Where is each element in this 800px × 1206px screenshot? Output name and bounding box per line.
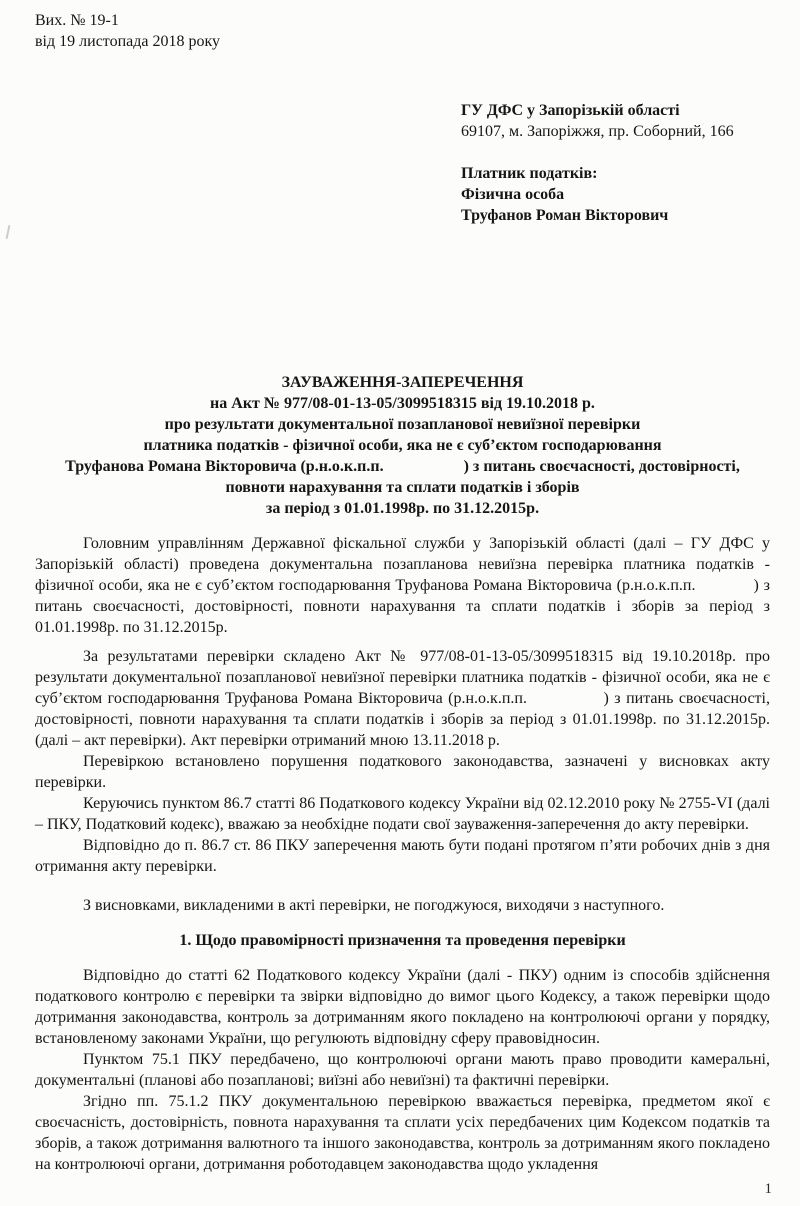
taxpayer-label: Платник податків:: [461, 165, 598, 182]
document-title-block: [35, 372, 770, 519]
outgoing-date: від 19 листопада 2018 року: [35, 33, 221, 50]
document-body: [35, 533, 778, 1175]
body-paragraph: Відповідно до п. 86.7 ст. 86 ПКУ заперечення мають бути подані протягом п’яти робочих днів з дня отримання акту перевірки.: [35, 837, 774, 875]
title-line-1: ЗАУВАЖЕННЯ-ЗАПЕРЕЧЕННЯ: [281, 374, 524, 391]
body-paragraph: За результатами перевірки складено Акт № 977/08-01-13-05/3099518315 від 19.10.2018р. про результати документальної позапланової невиїзної перевірки платника податків - фізичної особи, яка не є суб’єктом господарювання Труфанова Романа Вікторовича (р.н.о.к.п.п. ) з питань своєчасності, достовірності, повноти нарахування та сплати податків і зборів за період з 01.01.1998р. по 31.12.2015р. (далі – акт перевірки). Акт перевірки отриманий мною 13.11.2018 р.: [35, 648, 778, 749]
body-paragraph: З висновками, викладеними в акті перевірки, не погоджуюся, виходячи з наступного.: [83, 897, 665, 914]
title-line-3: про результати документальної позапланової невиїзної перевірки: [164, 416, 641, 433]
recipient-block: [461, 100, 770, 226]
taxpayer-name: Труфанов Роман Вікторович: [461, 207, 669, 224]
title-line-4: платника податків - фізичної особи, яка не є суб’єктом господарювання: [143, 437, 662, 454]
body-paragraph: Головним управлінням Державної фіскальної служби у Запорізькій області (далі – ГУ ДФС у Запорізькій області) проведена документальна позапланова невиїзна перевірка платника податків - фізичної особи, яка не є суб’єктом господарювання Труфанова Романа Вікторовича (р.н.о.к.п.п. ) з питань своєчасності, достовірності, повноти нарахування та сплати податків і зборів за період з 01.01.1998р. по 31.12.2015р.: [35, 535, 774, 636]
recipient-authority: ГУ ДФС у Запорізькій області: [461, 102, 680, 119]
scan-speck: [6, 225, 11, 239]
section-paragraph: Пунктом 75.1 ПКУ передбачено, що контролюючі органи мають право проводити камеральні, документальні (планові або позапланові; виїзні або невиїзні) та фактичні перевірки.: [35, 1051, 774, 1089]
section-paragraph: Відповідно до статті 62 Податкового кодексу України (далі - ПКУ) одним із способів здійснення податкового контролю є перевірки та звірки відповідно до вимог цього Кодексу, а також перевірки щодо дотримання законодавства, контроль за дотриманням якого покладено на контролюючі органи у порядку, встановленому законами України, що регулюють відповідну сферу правовідносин.: [35, 967, 774, 1047]
title-line-6: повноти нарахування та сплати податків і зборів: [225, 479, 580, 496]
outgoing-ref-block: [35, 10, 770, 52]
outgoing-number: Вих. № 19-1: [35, 12, 119, 29]
title-line-7: за період з 01.01.1998р. по 31.12.2015р.: [265, 500, 540, 517]
title-line-2: на Акт № 977/08-01-13-05/3099518315 від 19.10.2018 р.: [210, 395, 595, 412]
page-number: 1: [761, 1179, 777, 1200]
section-paragraph: Згідно пп. 75.1.2 ПКУ документальною перевіркою вважається перевірка, предметом якої є своєчасність, достовірність, повнота нарахування та сплати усіх передбачених цим Кодексом податків та зборів, а також дотримання валютного та іншого законодавства, контроль за дотриманням якого покладено на контролюючі органи, дотримання роботодавцем законодавства щодо укладення: [35, 1093, 774, 1173]
body-paragraph: Перевіркою встановлено порушення податкового законодавства, зазначені у висновках акту перевірки.: [35, 753, 774, 791]
recipient-address: 69107, м. Запоріжжя, пр. Соборний, 166: [461, 123, 734, 140]
taxpayer-type: Фізична особа: [461, 186, 565, 203]
section-1-heading: 1. Щодо правомірності призначення та проведення перевірки: [179, 932, 626, 949]
title-line-5: Труфанова Романа Вікторовича (р.н.о.к.п.п. ) з питань своєчасності, достовірності,: [65, 458, 740, 475]
body-paragraph: Керуючись пунктом 86.7 статті 86 Податкового кодексу України від 02.12.2010 року № 2755-VI (далі – ПКУ, Податковий кодекс), вважаю за необхідне подати свої зауваження-заперечення до акту перевірки.: [35, 795, 774, 833]
